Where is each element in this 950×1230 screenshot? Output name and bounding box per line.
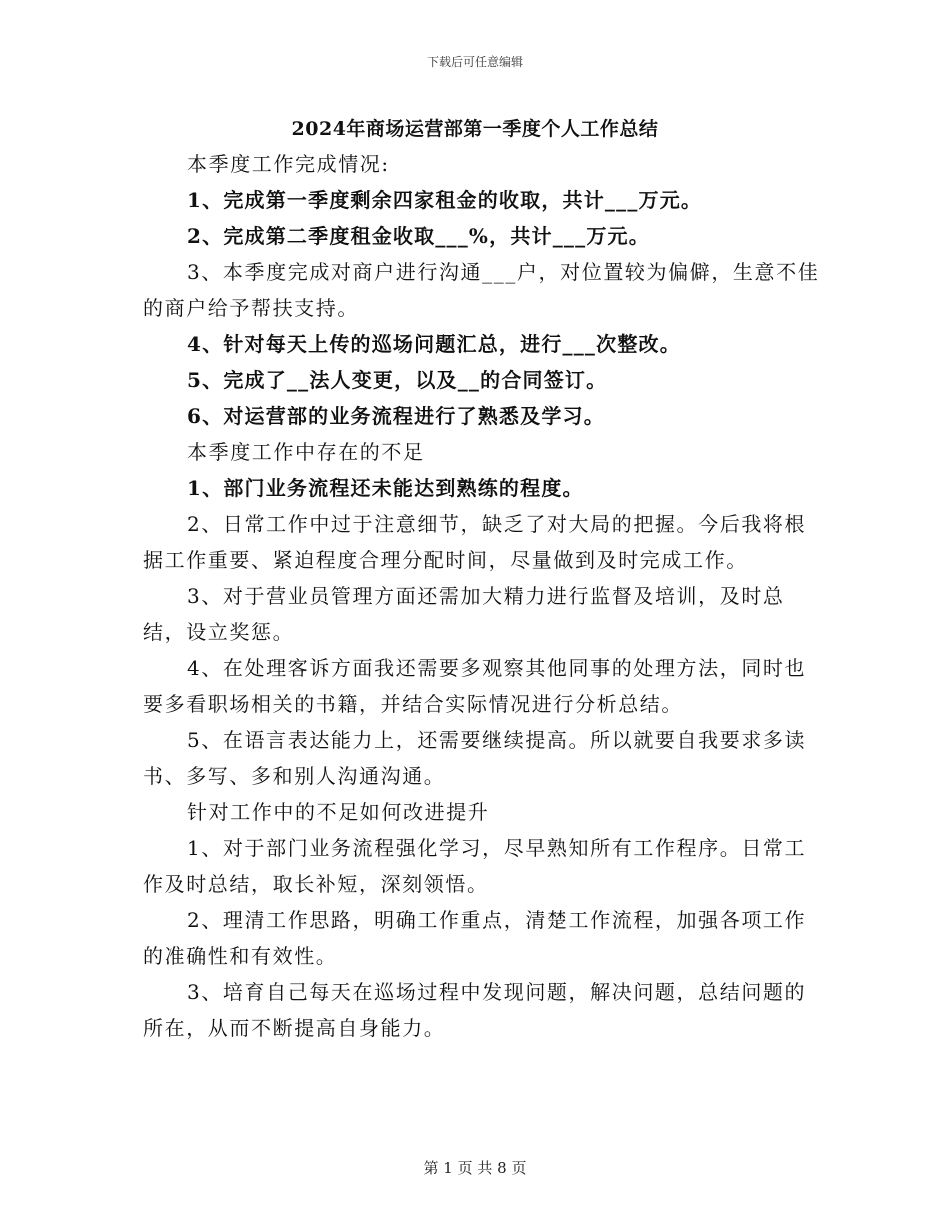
document-title: 2024年商场运营部第一季度个人工作总结 xyxy=(291,118,659,140)
paragraph-shortcoming-2: 2、日常工作中过于注意细节，缺乏了对大局的把握。今后我将根据工作重要、紧迫程度合理分配时间，尽量做到及时完成工作。 xyxy=(143,512,807,572)
paragraph-completion-4: 4、针对每天上传的巡场问题汇总，进行___次整改。 xyxy=(187,332,681,356)
paragraph-improvement-3: 3、培育自己每天在巡场过程中发现问题，解决问题，总结问题的所在，从而不断提高自身能力。 xyxy=(143,980,807,1040)
paragraph-improvement-1: 1、对于部门业务流程强化学习，尽早熟知所有工作程序。日常工作及时总结，取长补短，深刻领悟。 xyxy=(143,836,807,896)
paragraph-shortcoming-1: 1、部门业务流程还未能达到熟练的程度。 xyxy=(187,476,584,500)
paragraph-shortcoming-4: 4、在处理客诉方面我还需要多观察其他同事的处理方法，同时也要多看职场相关的书籍，并结合实际情况进行分析总结。 xyxy=(143,656,807,716)
paragraph-completion-5: 5、完成了__法人变更，以及__的合同签订。 xyxy=(187,368,608,392)
paragraph-shortcoming-5: 5、在语言表达能力上，还需要继续提高。所以就要自我要求多读书、多写、多和别人沟通沟通。 xyxy=(143,728,807,788)
page-header-note: 下载后可任意编辑 xyxy=(426,55,523,69)
section-heading-improvement: 针对工作中的不足如何改进提升 xyxy=(187,800,490,824)
paragraph-completion-1: 1、完成第一季度剩余四家租金的收取，共计___万元。 xyxy=(187,188,703,212)
section-heading-completion: 本季度工作完成情况: xyxy=(187,152,390,176)
document-body xyxy=(143,146,823,1046)
section-heading-shortcomings: 本季度工作中存在的不足 xyxy=(187,440,425,464)
page-footer-number: 第 1 页 共 8 页 xyxy=(423,1159,527,1177)
paragraph-completion-6: 6、对运营部的业务流程进行了熟悉及学习。 xyxy=(187,404,605,428)
paragraph-shortcoming-3: 3、对于营业员管理方面还需加大精力进行监督及培训，及时总结，设立奖惩。 xyxy=(143,584,785,644)
paragraph-improvement-2: 2、理清工作思路，明确工作重点，清楚工作流程，加强各项工作的准确性和有效性。 xyxy=(143,908,807,968)
paragraph-completion-3: 3、本季度完成对商户进行沟通___户，对位置较为偏僻，生意不佳的商户给予帮扶支持。 xyxy=(143,260,820,320)
paragraph-completion-2: 2、完成第二季度租金收取___%，共计___万元。 xyxy=(187,224,650,248)
